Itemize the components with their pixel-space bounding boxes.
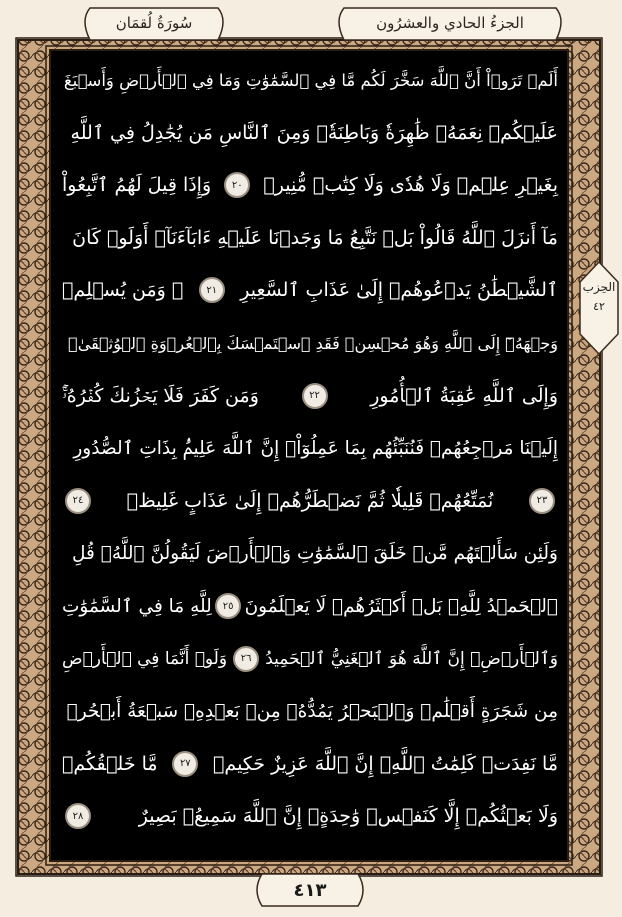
- text-line: [62, 372, 558, 420]
- ayah-number-marker: ٢٦: [233, 646, 259, 672]
- verse-text: ٱلۡحَمۡدُ لِلَّهِۚ بَلۡ أَكۡثَرُهُمۡ لَا يَعۡلَمُونَ: [244, 595, 558, 617]
- ayah-number-marker: ٢٧: [172, 751, 198, 777]
- verse-text: مَّا نَفِدَتۡ كَلِمَٰتُ ٱللَّهِۚ إِنَّ ٱللَّهَ عَزِيزٌ حَكِيمٞ: [213, 752, 558, 775]
- verse-text: مَّا خَلۡقُكُمۡ: [62, 752, 158, 775]
- text-line: [62, 161, 558, 209]
- verse-text: لِلَّهِ مَا فِي ٱلسَّمَٰوَٰتِ: [62, 595, 212, 617]
- text-line: [62, 424, 558, 472]
- ayah-number-marker: ٢٢: [302, 383, 328, 409]
- surah-title: سُورَةُ لُقمَان: [115, 14, 193, 32]
- text-line: [62, 477, 558, 525]
- verse-text: وَمَن كَفَرَ فَلَا يَحۡزُنكَ كُفۡرُهُۥٓۚ: [62, 384, 259, 407]
- verse-text: ۞ وَمَن يُسۡلِمۡ: [62, 279, 184, 302]
- text-line: [62, 635, 558, 683]
- verse-text: إِلَيۡنَا مَرۡجِعُهُمۡ فَنُنَبِّئُهُم بِمَا عَمِلُوٓاْۚ إِنَّ ٱللَّهَ عَلِيمُۢ بِذَاتِ ٱلصُّدُورِ: [73, 437, 558, 459]
- ayah-number-marker: ٢٠: [224, 172, 250, 198]
- verse-text: عَلَيۡكُمۡ نِعَمَهُۥ ظَٰهِرَةٗ وَبَاطِنَةٗۗ وَمِنَ ٱلنَّاسِ مَن يُجَٰدِلُ فِي ٱللَّهِ: [70, 121, 558, 144]
- ayah-number-marker: ٢٣: [529, 488, 555, 514]
- verse-text: وَجۡهَهُۥٓ إِلَى ٱللَّهِ وَهُوَ مُحۡسِنٞ فَقَدِ ٱسۡتَمۡسَكَ بِٱلۡعُرۡوَةِ ٱلۡوُثۡقَىٰۗ: [68, 333, 558, 353]
- verse-text: وَلَا بَعۡثُكُمۡ إِلَّا كَنَفۡسٖ وَٰحِدَةٍۚ إِنَّ ٱللَّهَ سَمِيعُۢ بَصِيرٌ: [138, 805, 558, 828]
- verse-text: وَلَوۡ أَنَّمَا فِي ٱلۡأَرۡضِ: [62, 648, 228, 669]
- ayah-number-marker: ٢٤: [65, 488, 91, 514]
- text-line: [62, 266, 558, 314]
- verse-text: بِغَيۡرِ عِلۡمٖ وَلَا هُدٗى وَلَا كِتَٰبٖ مُّنِيرٖ: [263, 174, 558, 197]
- ayah-number-marker: ٢٨: [65, 803, 91, 829]
- verse-text: مَآ أَنزَلَ ٱللَّهُ قَالُواْ بَلۡ نَتَّبِعُ مَا وَجَدۡنَا عَلَيۡهِ ءَابَآءَنَآۚ أَوَلَوۡ كَانَ: [72, 226, 558, 249]
- juz-title: الجزءُ الحادي والعشرُون: [376, 14, 524, 32]
- text-line: [62, 740, 558, 788]
- verse-text: أَلَمۡ تَرَوۡاْ أَنَّ ٱللَّهَ سَخَّرَ لَكُم مَّا فِي ٱلسَّمَٰوَٰتِ وَمَا فِي ٱلۡأَرۡضِ وَأَسۡبَغَ: [63, 70, 558, 90]
- verse-text: وَإِذَا قِيلَ لَهُمُ ٱتَّبِعُواْ: [62, 174, 212, 197]
- text-line: [62, 582, 558, 630]
- verse-text: ٱلشَّيۡطَٰنُ يَدۡعُوهُمۡ إِلَىٰ عَذَابِ ٱلسَّعِيرِ: [240, 279, 558, 302]
- hizb-number: ٤٢: [593, 300, 605, 313]
- verse-text: وَلَئِن سَأَلۡتَهُم مَّنۡ خَلَقَ ٱلسَّمَٰوَٰتِ وَٱلۡأَرۡضَ لَيَقُولُنَّ ٱللَّهُۚ قُلِ: [72, 542, 558, 564]
- text-line: [62, 109, 558, 157]
- hizb-label: الحِزب: [582, 280, 616, 294]
- verse-text: مِن شَجَرَةٍ أَقۡلَٰمٞ وَٱلۡبَحۡرُ يَمُدُّهُۥ مِنۢ بَعۡدِهِۦ سَبۡعَةُ أَبۡحُرٖ: [66, 700, 558, 722]
- ayah-number-marker: ٢١: [199, 277, 225, 303]
- text-line: [62, 529, 558, 577]
- verse-text: نُمَتِّعُهُمۡ قَلِيلٗا ثُمَّ نَضۡطَرُّهُمۡ إِلَىٰ عَذَابٍ غَلِيظٖ: [126, 489, 494, 512]
- ayah-number-marker: ٢٥: [215, 593, 241, 619]
- text-line: [62, 792, 558, 840]
- page-number: ٤١٣: [293, 879, 327, 901]
- verse-text: وَٱلۡأَرۡضِۚ إِنَّ ٱللَّهَ هُوَ ٱلۡغَنِيُّ ٱلۡحَمِيدُ: [265, 649, 558, 670]
- text-line: [62, 687, 558, 735]
- text-line: [62, 56, 558, 104]
- text-line: [62, 214, 558, 262]
- verse-text: وَإِلَى ٱللَّهِ عَٰقِبَةُ ٱلۡأُمُورِ: [370, 384, 558, 407]
- text-line: [62, 319, 558, 367]
